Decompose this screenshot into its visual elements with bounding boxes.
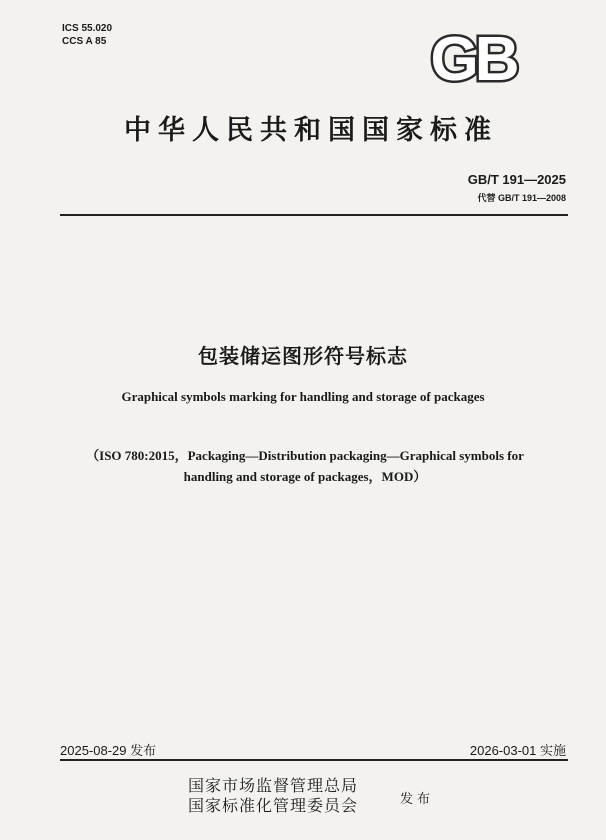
issuer-samr: 国家市场监督管理总局	[188, 776, 359, 795]
iso-reference	[60, 445, 550, 487]
english-title: Graphical symbols marking for handling and storage of packages	[121, 389, 485, 404]
iso-reference-line-1: （ISO 780:2015，Packaging—Distribution packaging—Graphical symbols for	[86, 448, 524, 463]
bottom-divider	[60, 759, 568, 761]
standard-number: GB/T 191—2025	[467, 172, 566, 187]
top-divider	[60, 214, 568, 216]
publish-date: 2025-08-29 发布	[60, 743, 157, 758]
iso-reference-line-2: handling and storage of packages，MOD）	[183, 469, 427, 484]
ccs-code: CCS A 85	[62, 36, 107, 47]
implement-date: 2026-03-01 实施	[469, 743, 566, 758]
issue-label: 发布	[400, 792, 435, 807]
gb-logo-text: GB	[430, 28, 516, 88]
national-standard-title: 中华人民共和国国家标准	[124, 115, 498, 146]
ics-code: ICS 55.020	[62, 23, 113, 34]
issuing-authorities	[188, 776, 358, 816]
chinese-title: 包装储运图形符号标志	[198, 344, 408, 368]
replaced-standard: 代替 GB/T 191—2008	[477, 193, 566, 203]
issuer-sac: 国家标准化管理委员会	[188, 796, 359, 815]
classification-codes	[62, 22, 112, 48]
gb-logo	[413, 28, 533, 88]
